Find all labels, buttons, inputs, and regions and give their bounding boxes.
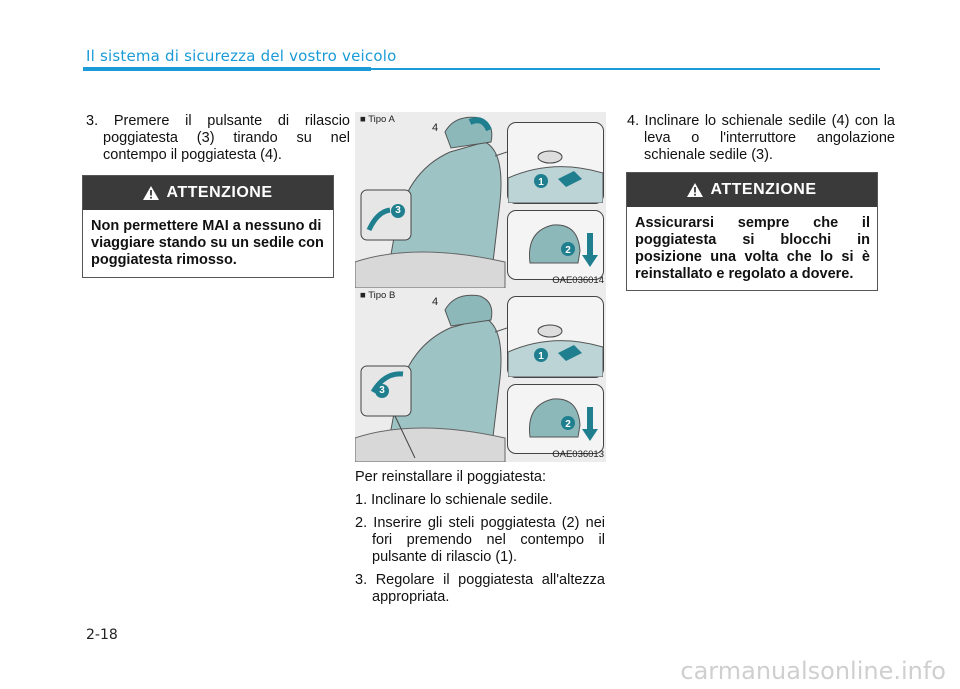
warning-box-left: [82, 175, 334, 278]
marker-3-b: 3: [375, 384, 389, 398]
watermark: carmanualsonline.info: [680, 657, 946, 685]
header-rule-thick: [83, 67, 371, 71]
reinstall-step-1: 1. Inclinare lo schienale sedile.: [355, 492, 553, 508]
warning-box-right: [626, 172, 878, 291]
marker-2-b: 2: [565, 419, 571, 430]
marker-4-a: 4: [432, 122, 439, 134]
figure-b-label: ■ Tipo B: [360, 290, 396, 301]
figure-a-code: OAE036014: [552, 275, 604, 286]
marker-4-b: 4: [432, 296, 439, 308]
reinstall-step-3: 3. Regolare il poggiatesta all'altezza appropriata.: [355, 572, 605, 605]
warning-triangle-icon: [143, 186, 159, 200]
warning-title: ATTENZIONE: [166, 184, 273, 201]
warning-title-right: ATTENZIONE: [710, 181, 817, 198]
inset-button-b: [507, 296, 604, 378]
section-title: Il sistema di sicurezza del vostro veicolo: [86, 47, 397, 65]
figure-a-label: ■ Tipo A: [360, 114, 395, 125]
release-button-illustration-b: [508, 297, 603, 377]
warning-text: Non permettere MAI a nessuno di viaggiare stando su un sedile con poggiatesta rimosso.: [91, 218, 324, 268]
page-number: 2-18: [86, 627, 118, 643]
warning-header-right: [627, 173, 877, 207]
step-3-text: 3. Premere il pulsante di rilascio poggiatesta (3) tirando su nel contempo il poggiatesta (4).: [86, 113, 350, 163]
headrest-illustration: [508, 211, 603, 279]
reinstall-intro: Per reinstallare il poggiatesta:: [355, 469, 547, 485]
headrest-illustration-b: [508, 385, 603, 453]
inset-headrest-b: [507, 384, 604, 454]
marker-1-b: 1: [538, 351, 544, 362]
marker-1-a: 1: [538, 177, 544, 188]
warning-triangle-icon: [687, 183, 703, 197]
figure-tipo-a: [355, 112, 606, 288]
figure-b-code: OAE036013: [552, 449, 604, 460]
inset-button-a: [507, 122, 604, 204]
reinstall-list: [355, 469, 605, 612]
inset-headrest-a: [507, 210, 604, 280]
marker-2-a: 2: [565, 245, 571, 256]
marker-3-a: 3: [391, 204, 405, 218]
warning-header: [83, 176, 333, 210]
step-4-text: 4. Inclinare lo schienale sedile (4) con la leva o l'interruttore angolazione schienale sedile (3).: [627, 113, 895, 163]
release-button-illustration: [508, 123, 603, 203]
warning-text-right: Assicurarsi sempre che il poggiatesta si blocchi in posizione una volta che lo si è reinstallato e regolato a dovere.: [635, 215, 870, 282]
reinstall-step-2: 2. Inserire gli steli poggiatesta (2) nei fori premendo nel contempo il pulsante di rilascio (1).: [355, 515, 605, 565]
figure-tipo-b: [355, 288, 606, 462]
header-rule-thin: [371, 68, 880, 70]
